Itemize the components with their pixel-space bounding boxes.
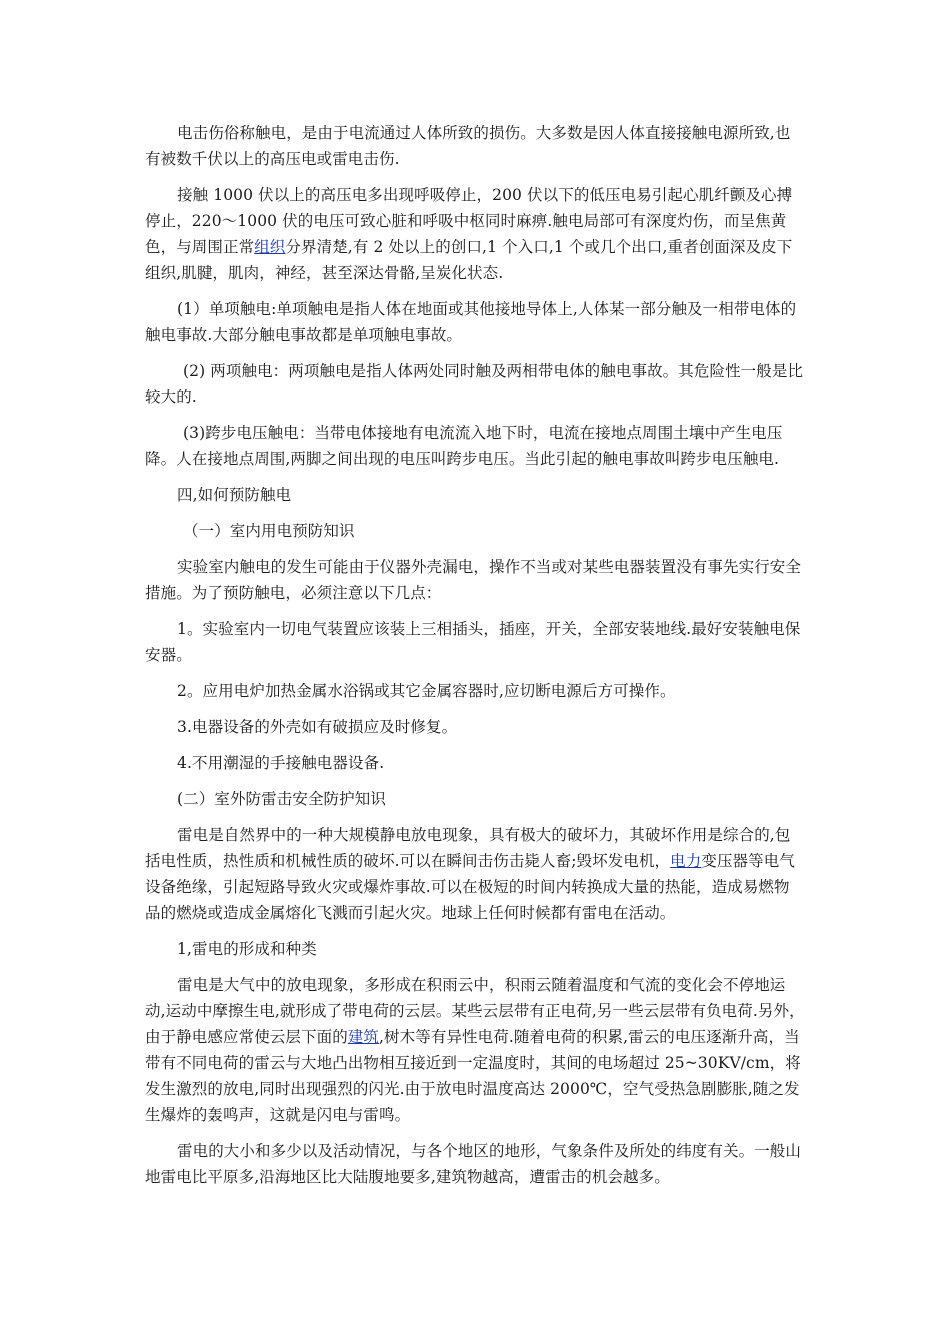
paragraph-text: 分界清楚,有 2 处以上的创口,1 个入口,1 个或几个出口,重者创面深及皮下组织,肌腱，肌肉，神经，甚至深达骨骼,呈炭化状态. [145,238,793,282]
paragraph-text: （一）室内用电预防知识 [183,522,355,540]
paragraph [145,296,805,348]
hyperlink[interactable]: 组织 [254,238,286,256]
document-body [145,120,805,1200]
paragraph-text: (二）室外防雷击安全防护知识 [177,790,386,808]
paragraph-text: 1。实验室内一切电气装置应该装上三相插头，插座，开关，全部安装地线.最好安装触电保安器。 [145,620,801,664]
paragraph-text: 变压器等电气设备绝缘，引起短路导致火灾或爆炸事故.可以在极短的时间内转换成大量的热能，造成易燃物品的燃烧或造成金属熔化飞溅而引起火灾。地球上任何时候都有雷电在活动。 [145,852,795,922]
hyperlink[interactable]: 电力 [670,852,702,870]
paragraph-text: ,树木等有异性电荷.随着电荷的积累,雷云的电压逐渐升高，当带有不同电荷的雷云与大地凸出物相互接近到一定温度时，其间的电场超过 25~30KV/cm，将发生激烈的放电,同时出现强烈的闪光.由于放电时温度高达 2000℃，空气受热急剧膨胀,随之发生爆炸的轰鸣声，这就是闪电与雷鸣。 [145,1028,801,1124]
paragraph [145,1138,805,1190]
paragraph [145,482,805,508]
paragraph [145,822,805,926]
paragraph-text: 3.电器设备的外壳如有破损应及时修复。 [177,718,458,736]
paragraph [145,182,805,286]
paragraph-text: 实验室内触电的发生可能由于仪器外壳漏电，操作不当或对某些电器装置没有事先实行安全措施。为了预防触电，必须注意以下几点： [145,558,802,602]
paragraph-text: 4.不用潮湿的手接触电器设备. [177,754,385,772]
paragraph [145,786,805,812]
paragraph-text: (1）单项触电:单项触电是指人体在地面或其他接地导体上,人体某一部分触及一相带电体的触电事故.大部分触电事故都是单项触电事故。 [145,300,797,344]
paragraph [145,972,805,1128]
paragraph-text: 雷电是大气中的放电现象，多形成在积雨云中，积雨云随着温度和气流的变化会不停地运动,运动中摩擦生电,就形成了带电荷的云层。某些云层带有正电荷,另一些云层带有负电荷.另外，由于静电感应常使云层下面的 [145,976,805,1046]
paragraph-text: (3)跨步电压触电：当带电体接地有电流流入地下时，电流在接地点周围土壤中产生电压降。人在接地点周围,两脚之间出现的电压叫跨步电压。当此引起的触电事故叫跨步电压触电. [145,424,783,468]
paragraph [145,420,805,472]
hyperlink[interactable]: 建筑 [347,1028,380,1046]
paragraph [145,120,805,172]
paragraph [145,750,805,776]
paragraph-text: 电击伤俗称触电，是由于电流通过人体所致的损伤。大多数是因人体直接接触电源所致,也有被数千伏以上的高压电或雷电击伤. [145,124,791,168]
paragraph-text: 2。应用电炉加热金属水浴锅或其它金属容器时,应切断电源后方可操作。 [177,682,676,700]
paragraph-text: 1,雷电的形成和种类 [177,940,317,958]
paragraph-text: 接触 1000 伏以上的高压电多出现呼吸停止，200 伏以下的低压电易引起心肌纤颤及心搏停止，220～1000 伏的电压可致心脏和呼吸中枢同时麻痹.触电局部可有深度灼伤，而呈焦黄色，与周围正常 [145,186,793,256]
paragraph [145,714,805,740]
paragraph-text: 雷电是自然界中的一种大规模静电放电现象，具有极大的破坏力，其破坏作用是综合的,包括电性质，热性质和机械性质的破坏.可以在瞬间击伤击毙人畜;毁坏发电机， [145,826,791,870]
paragraph [145,616,805,668]
paragraph [145,678,805,704]
paragraph [145,518,805,544]
paragraph [145,358,805,410]
paragraph-text: 四,如何预防触电 [177,486,292,504]
paragraph-text: 雷电的大小和多少以及活动情况，与各个地区的地形，气象条件及所处的纬度有关。一般山地雷电比平原多,沿海地区比大陆腹地要多,建筑物越高，遭雷击的机会越多。 [145,1142,802,1186]
paragraph [145,554,805,606]
paragraph-text: (2) 两项触电：两项触电是指人体两处同时触及两相带电体的触电事故。其危险性一般是比较大的. [145,362,804,406]
paragraph [145,936,805,962]
